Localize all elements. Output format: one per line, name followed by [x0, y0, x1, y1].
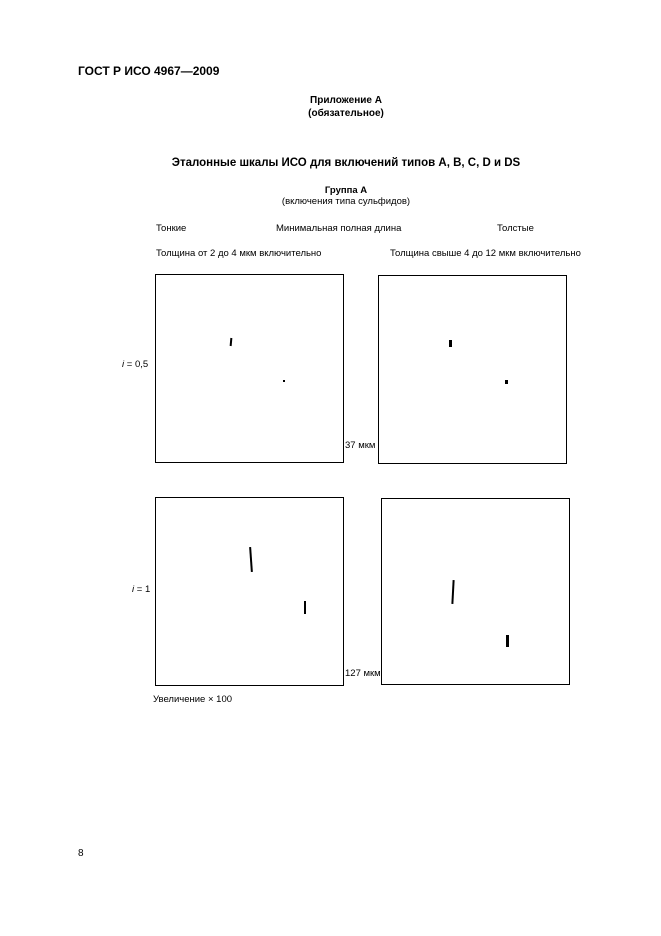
appendix-title: Приложение А: [310, 95, 382, 106]
reference-image-thick-1: [381, 498, 570, 685]
appendix-status: (обязательное): [308, 108, 384, 119]
reference-image-thin-0-5: [155, 274, 344, 463]
row-label-variable: i: [132, 584, 135, 595]
row-label-value: = 1: [136, 584, 151, 595]
column-label-thick: Толстые: [497, 223, 534, 234]
min-length-label-37: 37 мкм: [345, 440, 376, 451]
row-label-i-0-5: [122, 359, 148, 370]
thickness-label-thick: Толщина свыше 4 до 12 мкм включительно: [390, 248, 581, 259]
inclusion: [304, 601, 306, 614]
page-number: 8: [78, 848, 84, 859]
inclusion: [249, 547, 253, 572]
section-title: Эталонные шкалы ИСО для включений типов А, В, С, D и DS: [171, 157, 521, 169]
row-label-value: = 0,5: [126, 359, 149, 370]
inclusion: [230, 338, 233, 346]
inclusion: [451, 580, 454, 604]
row-label-i-1: [132, 584, 150, 595]
group-title: Группа А: [324, 185, 368, 196]
thickness-label-thin: Толщина от 2 до 4 мкм включительно: [156, 248, 322, 259]
document-header: ГОСТ Р ИСО 4967—2009: [78, 64, 220, 78]
reference-image-thick-0-5: [378, 275, 567, 464]
inclusion: [505, 380, 508, 384]
row-label-variable: i: [122, 359, 125, 370]
reference-image-thin-1: [155, 497, 344, 686]
column-label-thin: Тонкие: [156, 223, 187, 234]
magnification-label: Увеличение × 100: [153, 694, 233, 705]
inclusion: [449, 340, 452, 347]
group-subtitle: (включения типа сульфидов): [281, 196, 411, 207]
min-length-label-127: 127 мкм: [345, 668, 381, 679]
inclusion: [283, 380, 285, 382]
inclusion: [506, 635, 509, 647]
column-label-min-length: Минимальная полная длина: [276, 223, 402, 234]
